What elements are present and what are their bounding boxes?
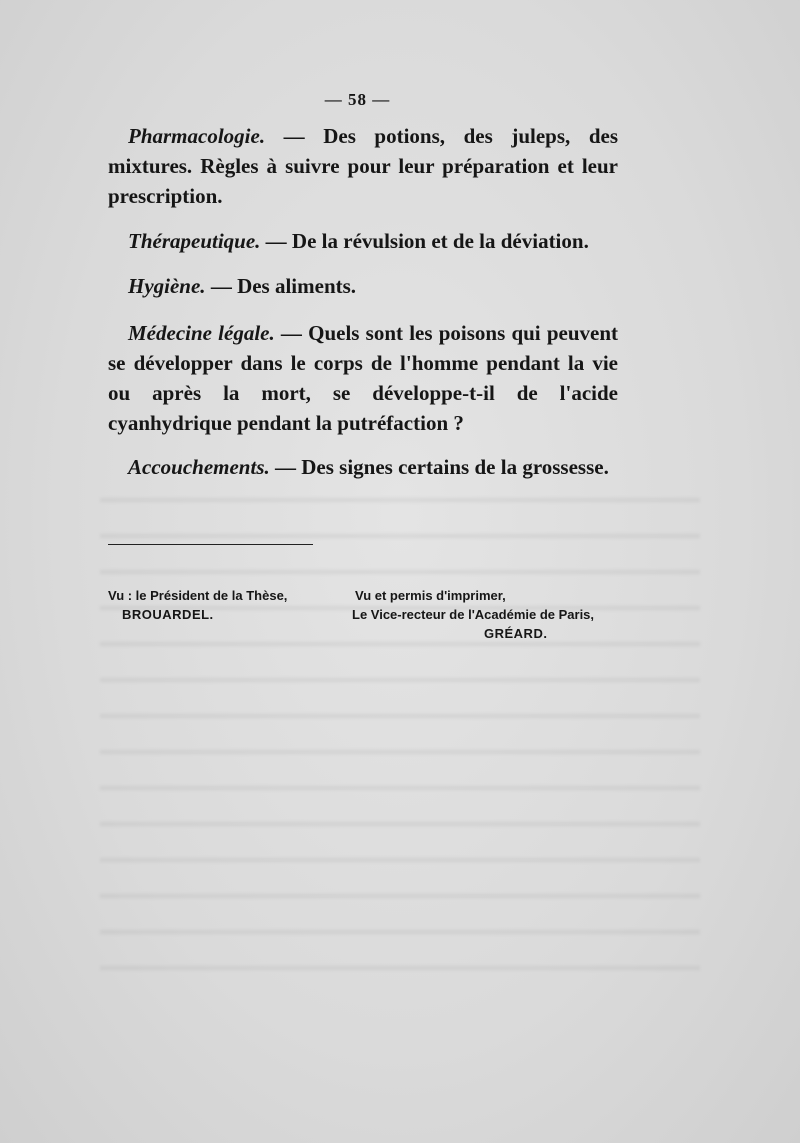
signature-president [108, 586, 287, 624]
bleed-through-texture [100, 480, 700, 980]
signature-line: Vu : le Président de la Thèse, [108, 588, 288, 603]
paragraph-medecine-legale [108, 318, 618, 438]
paragraph-hygiene [108, 271, 618, 301]
separator-rule [108, 544, 313, 545]
paragraph-text: — Des potions, des juleps, des mixtures. Règles à suivre pour leur préparation et leur prescription. [108, 124, 618, 208]
page-number: — 58 — [324, 90, 391, 109]
paragraph-text: — Des aliments. [205, 274, 357, 298]
subject-label: Pharmacologie. [128, 124, 266, 148]
paragraph-pharmacologie [108, 121, 618, 211]
paragraph-accouchements [108, 452, 618, 482]
subject-label: Hygiène. [128, 274, 206, 298]
paragraph-text: — Quels sont les poisons qui peuvent se développer dans le corps de l'homme pendant la vie ou après la mort, se développe-t-il de l'acide cyanhydrique pendant la putréfaction ? [108, 321, 619, 435]
signature-line: Vu et permis d'imprimer, [355, 588, 506, 603]
paragraph-text: — De la révulsion et de la déviation. [260, 229, 589, 253]
subject-label: Thérapeutique. [128, 229, 261, 253]
subject-label: Accouchements. [128, 455, 270, 479]
subject-label: Médecine légale. [128, 321, 275, 345]
signature-line: Le Vice-recteur de l'Académie de Paris, [352, 607, 595, 622]
signature-name: BROUARDEL. [122, 607, 214, 622]
signature-name: GRÉARD. [484, 626, 548, 641]
paragraph-therapeutique [108, 226, 618, 256]
paragraph-text: — Des signes certains de la grossesse. [269, 455, 609, 479]
signature-vice-recteur [352, 586, 594, 643]
